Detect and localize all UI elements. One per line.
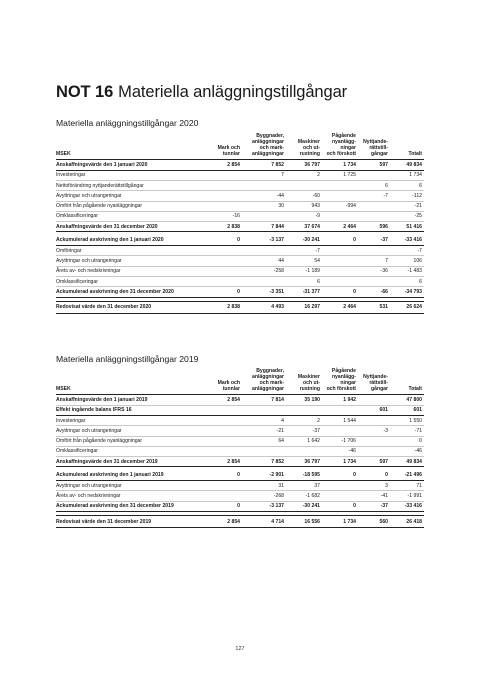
table-row: [56, 405, 424, 415]
cell-value: 560: [358, 516, 390, 528]
note-title-text: Materiella anläggningstillgångar: [118, 83, 348, 101]
row-label: Årets av- och nedskrivningar: [56, 491, 204, 501]
cell-value: -36: [358, 266, 390, 276]
cell-value: [322, 276, 358, 286]
cell-value: [358, 201, 390, 211]
row-label: Ackumulerad avskrivning den 1 januari 2019: [56, 471, 204, 481]
cell-value: [204, 256, 242, 266]
cell-value: 1 734: [390, 170, 424, 180]
cell-value: -25: [390, 211, 424, 221]
row-label: Omklassificeringar: [56, 211, 204, 221]
row-label: Årets av- och nedskrivningar: [56, 266, 204, 276]
table-row: [56, 211, 424, 221]
cell-value: -3 137: [242, 501, 286, 511]
column-header: Nyttjande- rättstill- gångar: [358, 368, 390, 395]
cell-value: -2 901: [242, 471, 286, 481]
cell-value: [358, 436, 390, 446]
cell-value: 3: [358, 481, 390, 491]
cell-value: 6: [390, 276, 424, 286]
table-row: [56, 426, 424, 436]
cell-value: -37: [358, 236, 390, 246]
cell-value: 601: [358, 405, 390, 415]
table-row: [56, 180, 424, 190]
cell-value: 0: [322, 287, 358, 297]
row-label: Avyttringar och utrangeringar: [56, 481, 204, 491]
cell-value: [204, 415, 242, 425]
cell-value: 2: [286, 415, 322, 425]
cell-value: 0: [322, 236, 358, 246]
cell-value: 2: [286, 170, 322, 180]
cell-value: 7 852: [242, 160, 286, 170]
table-row: [56, 287, 424, 297]
column-header: Pågående nyanlägg- ningar och förskott: [322, 133, 358, 160]
section-title-2020: Materiella anläggningstillgångar 2020: [56, 118, 199, 128]
row-label: Omklassificeringar: [56, 276, 204, 286]
cell-value: [358, 211, 390, 221]
cell-value: [242, 276, 286, 286]
cell-value: 2 464: [322, 302, 358, 314]
cell-value: 597: [358, 457, 390, 467]
cell-value: 106: [390, 256, 424, 266]
table-header-row: [56, 368, 424, 395]
row-label: Ackumulerad avskrivning den 1 januari 2020: [56, 236, 204, 246]
column-header: Mark och tunnlar: [204, 133, 242, 160]
cell-value: -44: [242, 191, 286, 201]
cell-value: 1 550: [390, 415, 424, 425]
cell-value: -7: [390, 246, 424, 256]
row-label: Redovisat värde den 31 december 2019: [56, 516, 204, 528]
cell-value: [322, 266, 358, 276]
cell-value: -994: [322, 201, 358, 211]
cell-value: 51 416: [390, 222, 424, 232]
cell-value: -30 241: [286, 236, 322, 246]
cell-value: [322, 180, 358, 190]
cell-value: [322, 256, 358, 266]
cell-value: 71: [390, 481, 424, 491]
cell-value: -30 241: [286, 501, 322, 511]
table-row: [56, 256, 424, 266]
table-row: [56, 471, 424, 481]
cell-value: 31: [242, 481, 286, 491]
cell-value: -31 377: [286, 287, 322, 297]
row-label: Anskaffningsvärde den 31 december 2019: [56, 457, 204, 467]
cell-value: [242, 246, 286, 256]
row-label: Anskaffningsvärde den 1 januari 2020: [56, 160, 204, 170]
cell-value: 36 797: [286, 160, 322, 170]
cell-value: [322, 491, 358, 501]
cell-value: -60: [286, 191, 322, 201]
cell-value: 0: [322, 471, 358, 481]
table-row: [56, 395, 424, 405]
cell-value: 35 190: [286, 395, 322, 405]
cell-value: 2 854: [204, 516, 242, 528]
page-title: [56, 83, 347, 102]
table-2020: [56, 133, 424, 314]
cell-value: 2 854: [204, 395, 242, 405]
table-row: [56, 446, 424, 456]
cell-value: 601: [390, 405, 424, 415]
cell-value: [204, 405, 242, 415]
cell-value: 0: [204, 501, 242, 511]
cell-value: -46: [390, 446, 424, 456]
cell-value: 0: [204, 236, 242, 246]
column-header: Pågående nyanlägg- ningar och förskott: [322, 368, 358, 395]
cell-value: [286, 180, 322, 190]
note-number: NOT 16: [56, 83, 114, 101]
cell-value: 30: [242, 201, 286, 211]
cell-value: [358, 415, 390, 425]
table-row: [56, 302, 424, 314]
cell-value: 7: [358, 256, 390, 266]
cell-value: 531: [358, 302, 390, 314]
column-header: Totalt: [390, 133, 424, 160]
page-number: 127: [235, 646, 245, 652]
cell-value: 26 418: [390, 516, 424, 528]
cell-value: 1 642: [286, 436, 322, 446]
cell-value: 7 814: [242, 395, 286, 405]
table-row: [56, 266, 424, 276]
column-header: Totalt: [390, 368, 424, 395]
cell-value: 16 297: [286, 302, 322, 314]
table-2019: [56, 368, 424, 528]
cell-value: 597: [358, 160, 390, 170]
table-row: [56, 516, 424, 528]
cell-value: [204, 446, 242, 456]
cell-value: [204, 246, 242, 256]
row-label: Nettoförändring nyttjanderättstillgångar: [56, 180, 204, 190]
row-label: Ackumulerad avskrivning den 31 december 2020: [56, 287, 204, 297]
cell-value: -7: [286, 246, 322, 256]
cell-value: [242, 405, 286, 415]
table-row: [56, 246, 424, 256]
row-label: Anskaffningsvärde den 1 januari 2019: [56, 395, 204, 405]
cell-value: 6: [286, 276, 322, 286]
table-row: [56, 201, 424, 211]
table-row: [56, 491, 424, 501]
cell-value: 4 714: [242, 516, 286, 528]
cell-value: -258: [242, 266, 286, 276]
cell-value: 7 852: [242, 457, 286, 467]
cell-value: 47 800: [390, 395, 424, 405]
cell-value: -1 706: [322, 436, 358, 446]
cell-value: 7 844: [242, 222, 286, 232]
cell-value: [358, 446, 390, 456]
cell-value: 44: [242, 256, 286, 266]
cell-value: [358, 246, 390, 256]
cell-value: [322, 405, 358, 415]
cell-value: -46: [322, 446, 358, 456]
cell-value: [204, 491, 242, 501]
cell-value: 64: [242, 436, 286, 446]
cell-value: -1 483: [390, 266, 424, 276]
column-header: Maskiner och ut- rustning: [286, 133, 322, 160]
cell-value: 7: [242, 170, 286, 180]
cell-value: 6: [358, 180, 390, 190]
row-label: Omfört från pågående nyanläggningar: [56, 436, 204, 446]
table-header-row: [56, 133, 424, 160]
cell-value: 1 544: [322, 415, 358, 425]
cell-value: 1 734: [322, 516, 358, 528]
cell-value: -1 682: [286, 491, 322, 501]
cell-value: 1 725: [322, 170, 358, 180]
cell-value: 596: [358, 222, 390, 232]
cell-value: [358, 276, 390, 286]
cell-value: -33 416: [390, 236, 424, 246]
cell-value: [204, 201, 242, 211]
cell-value: 1 734: [322, 457, 358, 467]
cell-value: 49 834: [390, 160, 424, 170]
cell-value: 2 854: [204, 160, 242, 170]
cell-value: -16: [204, 211, 242, 221]
column-header: MSEK: [56, 133, 204, 160]
cell-value: -71: [390, 426, 424, 436]
cell-value: -66: [358, 287, 390, 297]
table-row: [56, 481, 424, 491]
column-header: Byggnader, anläggningar och mark- anläggningar: [242, 133, 286, 160]
cell-value: -9: [286, 211, 322, 221]
cell-value: [358, 170, 390, 180]
cell-value: -18 595: [286, 471, 322, 481]
table-row: [56, 222, 424, 232]
cell-value: -3 137: [242, 236, 286, 246]
row-label: Ackumulerad avskrivning den 31 december 2019: [56, 501, 204, 511]
column-header: Nyttjande- rättstill- gångar: [358, 133, 390, 160]
row-label: Effekt ingående balans IFRS 16: [56, 405, 204, 415]
table-row: [56, 191, 424, 201]
cell-value: -21 496: [390, 471, 424, 481]
cell-value: -7: [358, 191, 390, 201]
table-row: [56, 415, 424, 425]
cell-value: -112: [390, 191, 424, 201]
row-label: Avyttringar och utrangeringar: [56, 256, 204, 266]
table-row: [56, 501, 424, 511]
cell-value: -21: [242, 426, 286, 436]
column-header: Mark och tunnlar: [204, 368, 242, 395]
cell-value: [322, 426, 358, 436]
cell-value: [204, 180, 242, 190]
cell-value: -1 991: [390, 491, 424, 501]
cell-value: 16 556: [286, 516, 322, 528]
cell-value: [204, 426, 242, 436]
row-label: Investeringar: [56, 170, 204, 180]
cell-value: 54: [286, 256, 322, 266]
cell-value: -41: [358, 491, 390, 501]
row-label: Investeringar: [56, 415, 204, 425]
cell-value: [204, 170, 242, 180]
table-row: [56, 276, 424, 286]
cell-value: [242, 211, 286, 221]
column-header: Byggnader, anläggningar och mark- anläggningar: [242, 368, 286, 395]
cell-value: -33 416: [390, 501, 424, 511]
cell-value: 37 674: [286, 222, 322, 232]
cell-value: 2 464: [322, 222, 358, 232]
cell-value: 0: [358, 471, 390, 481]
cell-value: -34 793: [390, 287, 424, 297]
row-label: Omfört från pågående nyanläggningar: [56, 201, 204, 211]
row-label: Avyttringar och utrangeringar: [56, 191, 204, 201]
cell-value: [358, 395, 390, 405]
cell-value: 0: [322, 501, 358, 511]
cell-value: [242, 180, 286, 190]
cell-value: 0: [204, 287, 242, 297]
column-header: MSEK: [56, 368, 204, 395]
cell-value: 2 838: [204, 302, 242, 314]
cell-value: 943: [286, 201, 322, 211]
table-row: [56, 170, 424, 180]
cell-value: [204, 191, 242, 201]
cell-value: 26 624: [390, 302, 424, 314]
cell-value: 6: [390, 180, 424, 190]
cell-value: [204, 276, 242, 286]
cell-value: [242, 446, 286, 456]
cell-value: [204, 436, 242, 446]
row-label: Anskaffningsvärde den 31 december 2020: [56, 222, 204, 232]
cell-value: 49 834: [390, 457, 424, 467]
row-label: Redovisat värde den 31 december 2020: [56, 302, 204, 314]
cell-value: 1 942: [322, 395, 358, 405]
cell-value: 0: [204, 471, 242, 481]
cell-value: [322, 246, 358, 256]
table-row: [56, 236, 424, 246]
column-header: Maskiner och ut- rustning: [286, 368, 322, 395]
row-label: Avyttringar och utrangeringar: [56, 426, 204, 436]
table-row: [56, 457, 424, 467]
cell-value: -21: [390, 201, 424, 211]
cell-value: [204, 266, 242, 276]
table-row: [56, 160, 424, 170]
cell-value: -1 189: [286, 266, 322, 276]
cell-value: [204, 481, 242, 491]
cell-value: [322, 191, 358, 201]
cell-value: -37: [286, 426, 322, 436]
cell-value: -3: [358, 426, 390, 436]
cell-value: 2 838: [204, 222, 242, 232]
cell-value: [286, 446, 322, 456]
cell-value: 36 797: [286, 457, 322, 467]
cell-value: 4: [242, 415, 286, 425]
table-row: [56, 436, 424, 446]
cell-value: 0: [390, 436, 424, 446]
cell-value: [322, 211, 358, 221]
cell-value: 37: [286, 481, 322, 491]
cell-value: [286, 405, 322, 415]
cell-value: -37: [358, 501, 390, 511]
row-label: Omföringar: [56, 246, 204, 256]
cell-value: -3 351: [242, 287, 286, 297]
cell-value: -268: [242, 491, 286, 501]
row-label: Omklassificeringar: [56, 446, 204, 456]
cell-value: 2 854: [204, 457, 242, 467]
cell-value: [322, 481, 358, 491]
cell-value: 4 493: [242, 302, 286, 314]
cell-value: 1 734: [322, 160, 358, 170]
section-title-2019: Materiella anläggningstillgångar 2019: [56, 354, 199, 364]
